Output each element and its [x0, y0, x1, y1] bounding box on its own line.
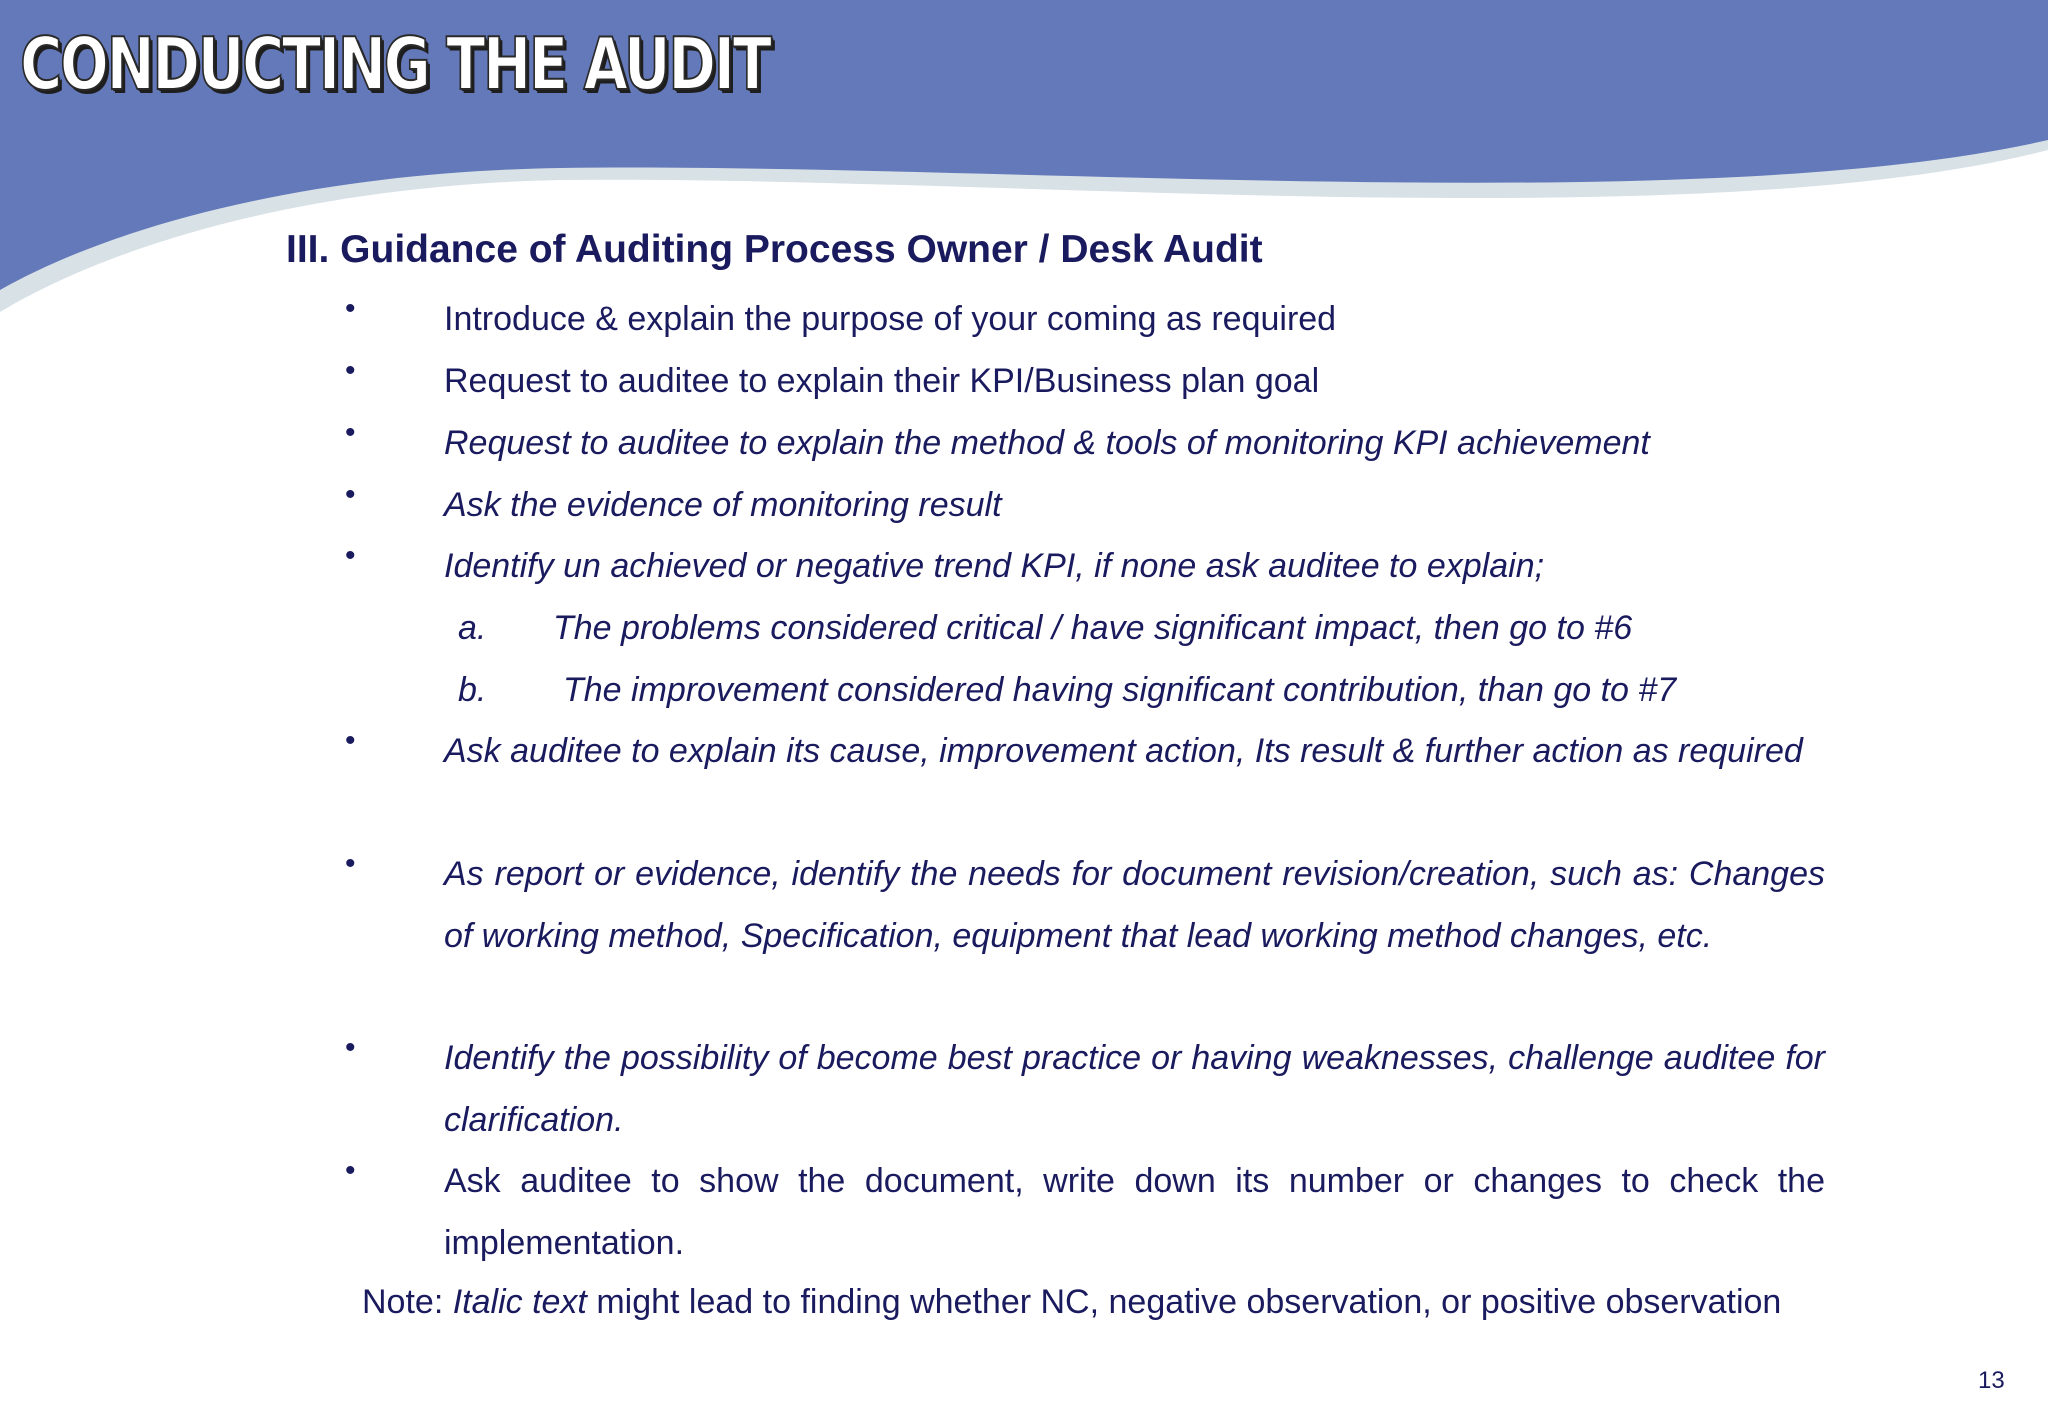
bullet-marker: • — [345, 724, 356, 757]
section-heading: III. Guidance of Auditing Process Owner / Desk Audit — [286, 228, 1263, 271]
slide-title: CONDUCTING THE AUDIT — [20, 22, 770, 106]
subitem-letter: b. — [458, 671, 487, 709]
list-item: Identify un achieved or negative trend KPI, if none ask auditee to explain; — [444, 547, 1545, 585]
note-italic: Italic text — [452, 1283, 587, 1321]
bullet-marker: • — [345, 1031, 356, 1064]
bullet-marker: • — [345, 478, 356, 511]
subitem-text: The problems considered critical / have significant impact, then go to #6 — [553, 609, 1633, 647]
list-item: Request to auditee to explain their KPI/Business plan goal — [444, 362, 1320, 400]
note-suffix: might lead to finding whether NC, negative observation, or positive observation — [586, 1283, 1782, 1321]
bullet-marker: • — [345, 416, 356, 449]
list-item: Request to auditee to explain the method & tools of monitoring KPI achievement — [444, 424, 1650, 462]
list-item: Introduce & explain the purpose of your coming as required — [444, 300, 1337, 338]
bullet-marker: • — [345, 354, 356, 387]
list-item: Identify the possibility of become best practice or having weaknesses, challenge auditee for clarification. — [444, 1039, 1825, 1139]
list-item: Ask the evidence of monitoring result — [444, 486, 1002, 524]
bullet-marker: • — [345, 292, 356, 325]
bullet-marker: • — [345, 847, 356, 880]
page-number: 13 — [1978, 1367, 2005, 1394]
list-item: Ask auditee to explain its cause, improvement action, Its result & further action as required — [444, 732, 1803, 770]
note-text — [362, 1280, 1794, 1324]
bullet-marker: • — [345, 1154, 356, 1187]
bullet-marker: • — [345, 539, 356, 572]
subitem-text: The improvement considered having significant contribution, than go to #7 — [563, 671, 1677, 709]
note-prefix: Note: — [362, 1283, 453, 1321]
list-item: As report or evidence, identify the needs for document revision/creation, such as: Changes of working method, Specification, equipment that lead working method changes, etc. — [444, 855, 1825, 955]
subitem-letter: a. — [458, 609, 487, 647]
list-item: Ask auditee to show the document, write down its number or changes to check the implementation. — [444, 1162, 1825, 1262]
